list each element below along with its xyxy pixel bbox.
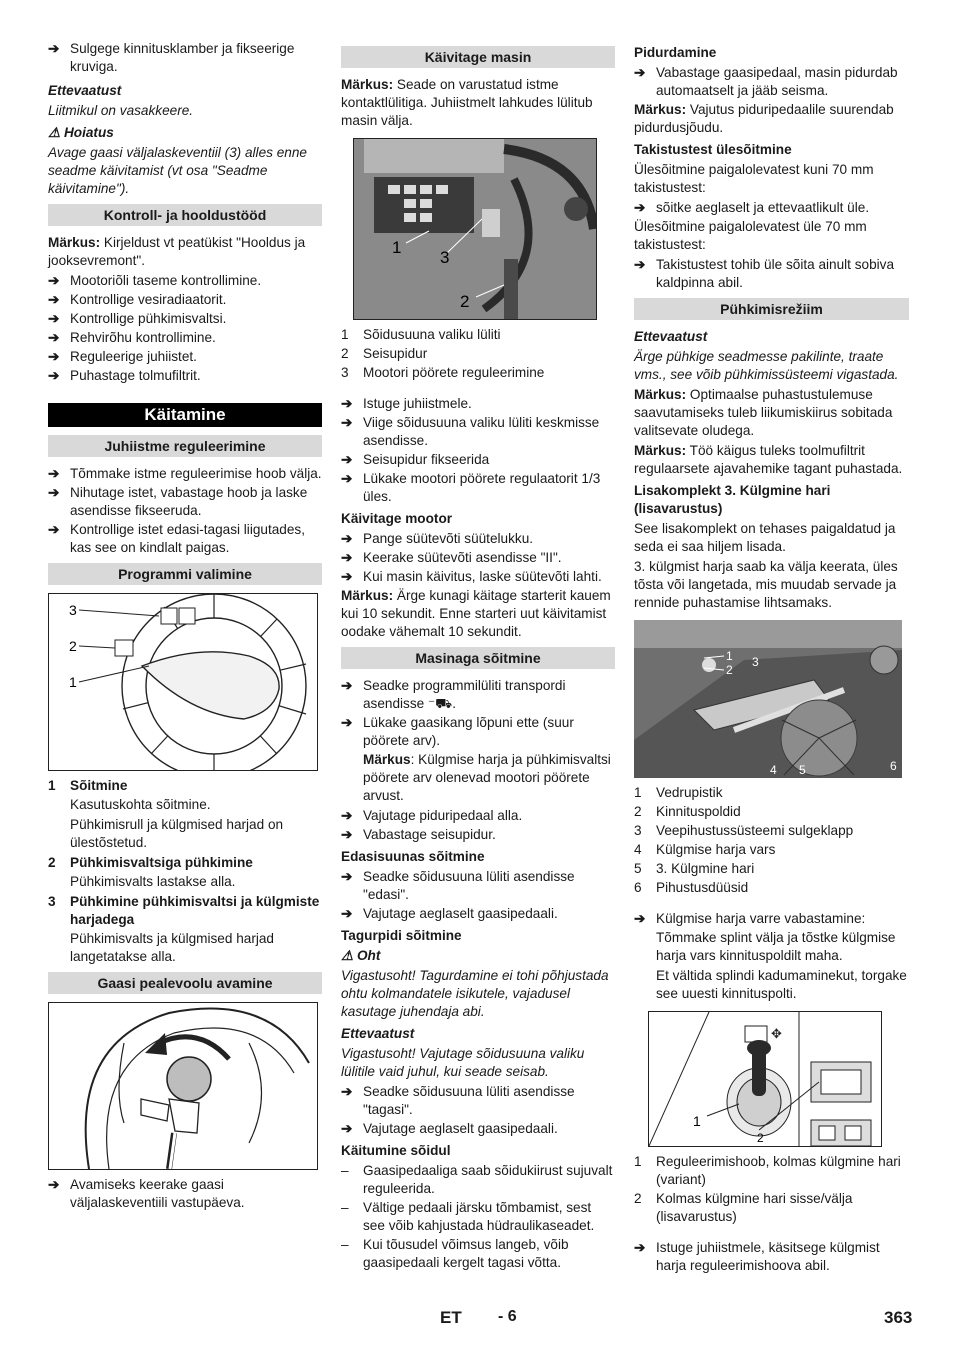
- section-title-drive: Masinaga sõitmine: [341, 647, 615, 669]
- legend-item: 6 Pihustusdüüsid: [634, 880, 749, 895]
- legend-item: 2 Kolmas külgmine hari sisse/välja (lisavarustus): [634, 1191, 853, 1224]
- list-item: ➔ Lükake gaasikang lõpuni ette (suur pöörete arv).: [341, 715, 574, 748]
- list-item: ➔ Vabastage seisupidur.: [341, 827, 496, 842]
- note: Märkus: Külgmise harja ja pühkimisvaltsi pöörete arv olenevad mootori pöörete arvust.: [363, 752, 611, 803]
- list-item: – Vältige pedaali järsku tõmbamist, sest see võib kahjustada hüdraulikaseadet.: [341, 1200, 595, 1233]
- move-arrows-icon: ✥: [771, 1027, 782, 1042]
- figure-label: 1: [693, 1113, 701, 1129]
- joystick-illustration: [649, 1012, 881, 1146]
- section-title-seat: Juhiistme reguleerimine: [48, 435, 322, 457]
- legend-item: 2 Seisupidur: [341, 346, 428, 361]
- section-title-check: Kontroll- ja hooldustööd: [48, 204, 322, 226]
- gas-valve-figure: [48, 1002, 318, 1170]
- figure-label: 2: [757, 1131, 764, 1145]
- legend-item: 4 Külgmise harja vars: [634, 842, 776, 857]
- note: Märkus: Seade on varustatud istme kontaktlülitiga. Juhiistmelt lahkudes lülitub masin välja.: [341, 77, 593, 128]
- legend-item: 1 Sõidusuuna valiku lüliti: [341, 327, 501, 342]
- note: Märkus: Optimaalse puhastustulemuse saavutamiseks tuleb liikumiskiirus sobitada valitsevate oludega.: [634, 387, 893, 438]
- note: Märkus: Vajutus piduripedaalile suurendab pidurdusjõudu.: [634, 102, 894, 135]
- figure-label: 2: [460, 292, 470, 311]
- figure-label: 1: [726, 649, 733, 663]
- list-item: ➔ Seisupidur fikseerida: [341, 452, 490, 467]
- list-item: ➔ Rehvirõhu kontrollimine.: [48, 330, 216, 345]
- warning-text: Avage gaasi väljalaskeventiil (3) alles enne seadme käivitamist (vt osa "Seadme käivitamine").: [48, 145, 307, 196]
- list-item: ➔ Puhastage tolmufiltrit.: [48, 368, 201, 383]
- dashboard-illustration: [354, 139, 596, 319]
- list-item: ➔ Istuge juhiistmele, käsitsege külgmist harja reguleerimishoova abil.: [634, 1240, 880, 1273]
- warning-triangle-icon: ⚠: [48, 125, 61, 140]
- subheading: Käivitage mootor: [341, 511, 453, 526]
- side-brush-illustration: [634, 620, 902, 778]
- list-item: ➔ Takistustest tohib üle sõita ainult sobiva kaldpinna abil.: [634, 257, 895, 290]
- list-item: ➔ sõitke aeglaselt ja ettevaatlikult üle.: [634, 200, 870, 215]
- legend-item: 2 Kinnituspoldid: [634, 804, 741, 819]
- figure-label: 3: [440, 248, 450, 267]
- figure-label: 1: [392, 238, 402, 257]
- figure-label: 2: [69, 638, 77, 654]
- list-item: ➔ Vajutage aeglaselt gaasipedaali.: [341, 906, 558, 921]
- figure-label: 6: [890, 759, 897, 773]
- figure-label: 3: [752, 655, 759, 669]
- list-item: ➔ Istuge juhiistmele.: [341, 396, 472, 411]
- subheading: Tagurpidi sõitmine: [341, 928, 462, 943]
- list-item: ➔ Seadke sõidusuuna lüliti asendisse "edasi".: [341, 869, 575, 902]
- legend-item: 1 Sõitmine: [48, 778, 128, 793]
- list-item: ➔ Avamiseks keerake gaasi väljalaskeventiili vastupäeva.: [48, 1177, 245, 1210]
- footer-language: ET: [440, 1308, 462, 1327]
- legend-item: 5 3. Külgmine hari: [634, 861, 755, 876]
- list-item: ➔ Vabastage gaasipedaal, masin pidurdab automaatselt ja jääb seisma.: [634, 65, 898, 98]
- list-item: ➔ Lükake mootori pöörete regulaatorit 1/3 üles.: [341, 471, 601, 504]
- list-item: ➔ Külgmise harja varre vabastamine:: [634, 911, 866, 926]
- list-item: ➔ Keerake süütevõti asendisse "II".: [341, 550, 562, 565]
- note: Märkus: Kirjeldust vt peatükist "Hooldus ja jooksevremont".: [48, 235, 306, 268]
- list-item: ➔ Kontrollige istet edasi-tagasi liigutades, kas see on kindlalt paigas.: [48, 522, 306, 555]
- subheading: Takistustest ülesõitmine: [634, 142, 792, 157]
- section-title-sweep: Pühkimisrežiim: [634, 298, 909, 320]
- danger-heading: ⚠ Oht: [341, 948, 381, 963]
- gas-valve-illustration: [49, 1003, 317, 1169]
- figure-label: 3: [69, 602, 77, 618]
- list-item: ➔ Vajutage piduripedaal alla.: [341, 808, 523, 823]
- program-selector-figure: [48, 593, 318, 771]
- list-item: ➔ Pange süütevõti süütelukku.: [341, 531, 534, 546]
- figure-label: 2: [726, 663, 733, 677]
- joystick-figure: [648, 1011, 882, 1147]
- list-item: ➔ Kui masin käivitus, laske süütevõti lahti.: [341, 569, 602, 584]
- legend-item: 1 Vedrupistik: [634, 785, 723, 800]
- list-item: – Kui tõusudel võimsus langeb, võib gaasipedaali kergelt tagasi võtta.: [341, 1237, 569, 1270]
- program-dial-illustration: [49, 594, 317, 770]
- note: Märkus: Ärge kunagi käitage starterit kauem kui 10 sekundit. Enne starteri uut käivitamist oodake vähemalt 10 sekundit.: [341, 588, 611, 639]
- step: ➔ Sulgege kinnitusklamber ja fikseerige kruviga.: [48, 41, 295, 74]
- note: Märkus: Töö käigus tuleks toolmufiltrit regulaarsete ajavahemike tagant puhastada.: [634, 443, 903, 476]
- chapter-title: Käitamine: [48, 403, 322, 427]
- side-brush-photo: [634, 620, 902, 778]
- warning-heading: ⚠ Hoiatus: [48, 125, 114, 140]
- dashboard-photo: [353, 138, 597, 320]
- column-2: Käivitage masin Märkus: Seade on varustatud istme kontaktlülitiga. Juhiistmelt lahkudes lülitub masin välja. 1 3 2 1 Sõidusuuna valiku lüliti 2 Seisupidur 3 Mootori pöörete reguleerimine ➔ Istuge juhiistmele. ➔ Viige sõidusuuna valiku lüliti keskmisse asendisse. ➔ Seisupidur fikseerida ➔ Lükake mootori pöörete regulaatorit 1/3 üles. Käivitage mootor ➔ Pange süütevõti süütelukku. ➔ Keerake süütevõti asendisse "II". ➔ Kui masin käivitus, laske süütevõti lahti. Märkus: Ärge kunagi käitage starterit kauem kui 10 sekundit. Enne starteri uut käivitamist oodake vähemalt 10 sekundit. Masinaga sõitmine ➔ Seadke programmilüliti transpordi asendisse ⁻⛟. ➔ Lükake gaasikang lõpuni ette (suur pöörete arv). Märkus: Külgmise harja ja pühkimisvaltsi pöörete arv olenevad mootori pöörete arvust. ➔ Vajutage piduripedaal alla. ➔ Vabastage seisupidur. Edasisuunas sõitmine ➔ Seadke sõidusuuna lüliti asendisse "edasi". ➔ Vajutage aeglaselt gaasipedaali. Tagurpidi sõitmine ⚠ Oht Vigastusoht! Tagurdamine ei tohi põhjustada ohtu kolmandatele isikutele, vajadusel kasutage juhendaja abi. Ettevaatust Vigastusoht! Vajutage sõidusuuna valiku lülitile vaid juhul, kui seade seisab. ➔ Seadke sõidusuuna lüliti asendisse "tagasi". ➔ Vajutage aeglaselt gaasipedaali. Käitumine sõidul – Gaasipedaaliga saab sõidukiirust sujuvalt reguleerida. – Vältige pedaali järsku tõmbamist, sest see võib kahjustada hüdraulikaseadet. – Kui tõusudel võimsus langeb, võib gaasipedaali kergelt tagasi võtta.: [341, 40, 615, 1273]
- column-1: ➔ Sulgege kinnitusklamber ja fikseerige kruviga. Ettevaatust Liitmikul on vasakkeere. ⚠ Hoiatus Avage gaasi väljalaskeventiil (3) alles enne seadme käivitamist (vt osa "Seadme käivitamine"). Kontroll- ja hooldustööd Märkus: Kirjeldust vt peatükist "Hooldus ja jooksevremont". ➔ Mootoriõli taseme kontrollimine. ➔ Kontrollige vesiradiaatorit. ➔ Kontrollige pühkimisvaltsi. ➔ Rehvirõhu kontrollimine. ➔ Reguleerige juhiistet. ➔ Puhastage tolmufiltrit. Käitamine Juhiistme reguleerimine ➔ Tõmmake istme reguleerimise hoob välja. ➔ Nihutage istet, vabastage hoob ja laske asendisse fikseeruda. ➔ Kontrollige istet edasi-tagasi liigutades, kas see on kindlalt paigas. Programmi valimine 3 2 1 1 Sõitmine Kasutuskohta sõitmine. Pühkimisrull ja külgmised harjad on ülestõstetud. 2 Pühkimisvaltsiga pühkimine Pühkimisvalts lastakse alla. 3 Pühkimine pühkimisvaltsi ja külgmiste harjadega Pühkimisvalts ja külgmised harjad langetatakse alla. Gaasi pealevoolu avamine ➔ Avamiseks keerake gaasi väljalaskeventiili vastupäeva.: [48, 41, 322, 1210]
- list-item: ➔ Vajutage aeglaselt gaasipedaali.: [341, 1121, 558, 1136]
- subheading: Edasisuunas sõitmine: [341, 849, 485, 864]
- figure-label: 5: [799, 763, 806, 777]
- footer-total-page: 363: [884, 1308, 913, 1327]
- list-item: ➔ Tõmmake istme reguleerimise hoob välja.: [48, 466, 322, 481]
- figure-label: 1: [69, 674, 77, 690]
- arrow-icon: ➔: [48, 41, 60, 56]
- caution-text: Liitmikul on vasakkeere.: [48, 103, 194, 118]
- warning-triangle-icon: ⚠: [341, 948, 354, 963]
- list-item: – Gaasipedaaliga saab sõidukiirust sujuvalt reguleerida.: [341, 1163, 613, 1196]
- caution-label: Ettevaatust: [48, 83, 122, 98]
- list-item: ➔ Kontrollige pühkimisvaltsi.: [48, 311, 227, 326]
- legend-item: 2 Pühkimisvaltsiga pühkimine: [48, 855, 253, 870]
- list-item: ➔ Seadke sõidusuuna lüliti asendisse "tagasi".: [341, 1084, 575, 1117]
- list-item: ➔ Reguleerige juhiistet.: [48, 349, 197, 364]
- list-item: ➔ Nihutage istet, vabastage hoob ja laske asendisse fikseeruda.: [48, 485, 308, 518]
- section-title-program: Programmi valimine: [48, 563, 322, 585]
- figure-label: 4: [770, 763, 777, 777]
- list-item: ➔ Viige sõidusuuna valiku lüliti keskmisse asendisse.: [341, 415, 600, 448]
- list-item: ➔ Seadke programmilüliti transpordi asendisse ⁻⛟.: [341, 678, 566, 711]
- subheading: Lisakomplekt 3. Külgmine hari (lisavarustus): [634, 483, 831, 516]
- column-3: Pidurdamine ➔ Vabastage gaasipedaal, masin pidurdab automaatselt ja jääb seisma. Märkus: Vajutus piduripedaalile suurendab pidurdusjõudu. Takistustest ülesõitmine Ülesõitmine paigalolevatest kuni 70 mm takistustest: ➔ sõitke aeglaselt ja ettevaatlikult üle. Ülesõitmine paigalolevatest üle 70 mm takistustest: ➔ Takistustest tohib üle sõita ainult sobiva kaldpinna abil. Pühkimisrežiim Ettevaatust Ärge pühkige seadmesse pakilinte, traate vms., see võib pühkimissüsteemi vigastada. Märkus: Optimaalse puhastustulemuse saavutamiseks tuleb liikumiskiirus sobitada valitsevate oludega. Märkus: Töö käigus tuleks toolmufiltrit regulaarsete ajavahemike tagant puhastada. Lisakomplekt 3. Külgmine hari (lisavarustus) See lisakomplekt on tehases paigaldatud ja seda ei saa hiljem lisada. 3. külgmist harja saab ka välja keerata, üles tõsta või langetada, mis muudab servade ja rennide puhastamise lihtsamaks. 1 2 3 4 5 6 1 Vedrupistik 2 Kinnituspoldid 3 Veepihustussüsteemi sulgeklapp 4 Külgmise harja vars 5 3. Külgmine hari 6 Pihustusdüüsid ➔ Külgmise harja varre vabastamine: Tõmmake splint välja ja tõstke külgmise harja vars kinnituspoldilt maha. Et vältida splindi kadumaminekut, torgake see uuesti kinnituspolti. ✥ 1 2 1 Reguleerimishoob, kolmas külgmine hari (variant) 2 Kolmas külgmine hari sisse/välja (lisavarustus) ➔ Istuge juhiistmele, käsitsege külgmist harja reguleerimishoova abil.: [634, 40, 909, 1276]
- list-item: ➔ Mootoriõli taseme kontrollimine.: [48, 273, 262, 288]
- subheading: Pidurdamine: [634, 45, 717, 60]
- legend-item: 3 Veepihustussüsteemi sulgeklapp: [634, 823, 854, 838]
- legend-item: 3 Mootori pöörete reguleerimine: [341, 365, 545, 380]
- section-title-gas: Gaasi pealevoolu avamine: [48, 972, 322, 994]
- subheading: Käitumine sõidul: [341, 1143, 451, 1158]
- legend-item: 1 Reguleerimishoob, kolmas külgmine hari (variant): [634, 1154, 901, 1187]
- legend-item: 3 Pühkimine pühkimisvaltsi ja külgmiste harjadega: [48, 894, 320, 927]
- footer-page-number: - 6: [498, 1308, 517, 1325]
- section-title-start: Käivitage masin: [341, 46, 615, 68]
- list-item: ➔ Kontrollige vesiradiaatorit.: [48, 292, 227, 307]
